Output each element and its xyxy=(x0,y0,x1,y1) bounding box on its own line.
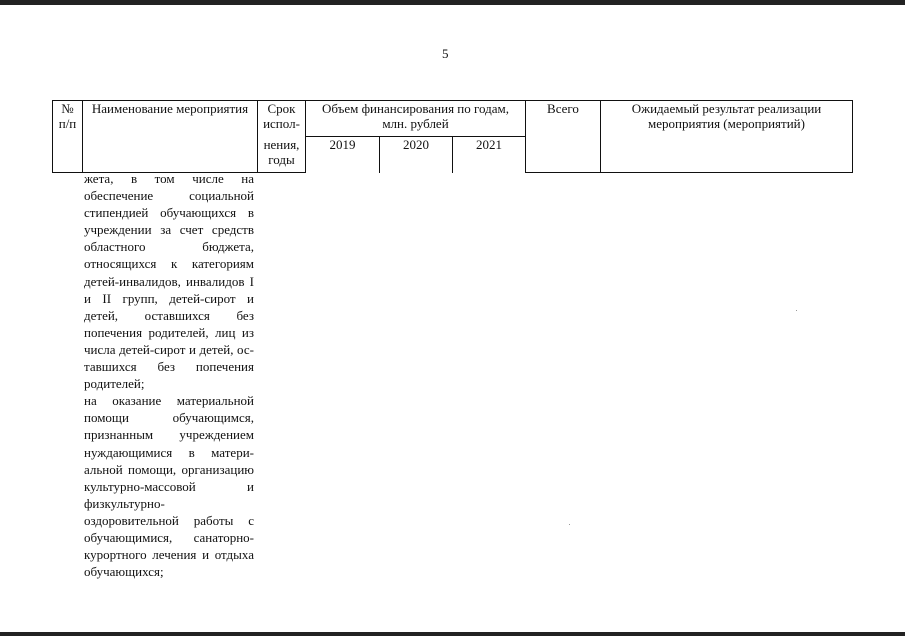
activity-description xyxy=(84,170,254,580)
header-result: Ожидаемый результат реализации мероприятия (мероприятий) xyxy=(601,101,853,173)
header-year-2020: 2020 xyxy=(380,137,453,173)
header-term-top: Срок испол- xyxy=(258,101,306,137)
header-name: Наименование мероприятия xyxy=(83,101,258,173)
page-number: 5 xyxy=(442,46,449,61)
header-funding: Объем финансирования по годам, млн. рублей xyxy=(306,101,526,137)
header-num: № п/п xyxy=(53,101,83,173)
scan-speck xyxy=(569,524,570,525)
header-term-bottom: нения, годы xyxy=(258,137,306,173)
scan-speck xyxy=(796,310,797,311)
bottom-border xyxy=(0,632,905,636)
header-year-2021: 2021 xyxy=(453,137,526,173)
header-year-2019: 2019 xyxy=(306,137,380,173)
header-total: Всего xyxy=(526,101,601,173)
paragraph: жета, в том числе на обеспечение социальной стипендией обучающихся в учреждении за счет средств областного бюджета, относящихся к категориям детей-инвалидов, инвалидов I и II групп, детей-сирот и детей, оставшихся без попечения родителей, лиц из числа детей-сирот и детей, оставшихся без попечения родителей; xyxy=(84,171,254,392)
paragraph: на оказание материальной помощи обучающимся, признанным учреждением нуждающимися в материальной помощи, организацию культурно-массовой и физкультурно-оздоровительной работы с обучающимися, санаторно-курортного лечения и отдыха обучающихся; xyxy=(84,393,254,580)
table-header xyxy=(52,100,853,173)
top-border xyxy=(0,0,905,5)
